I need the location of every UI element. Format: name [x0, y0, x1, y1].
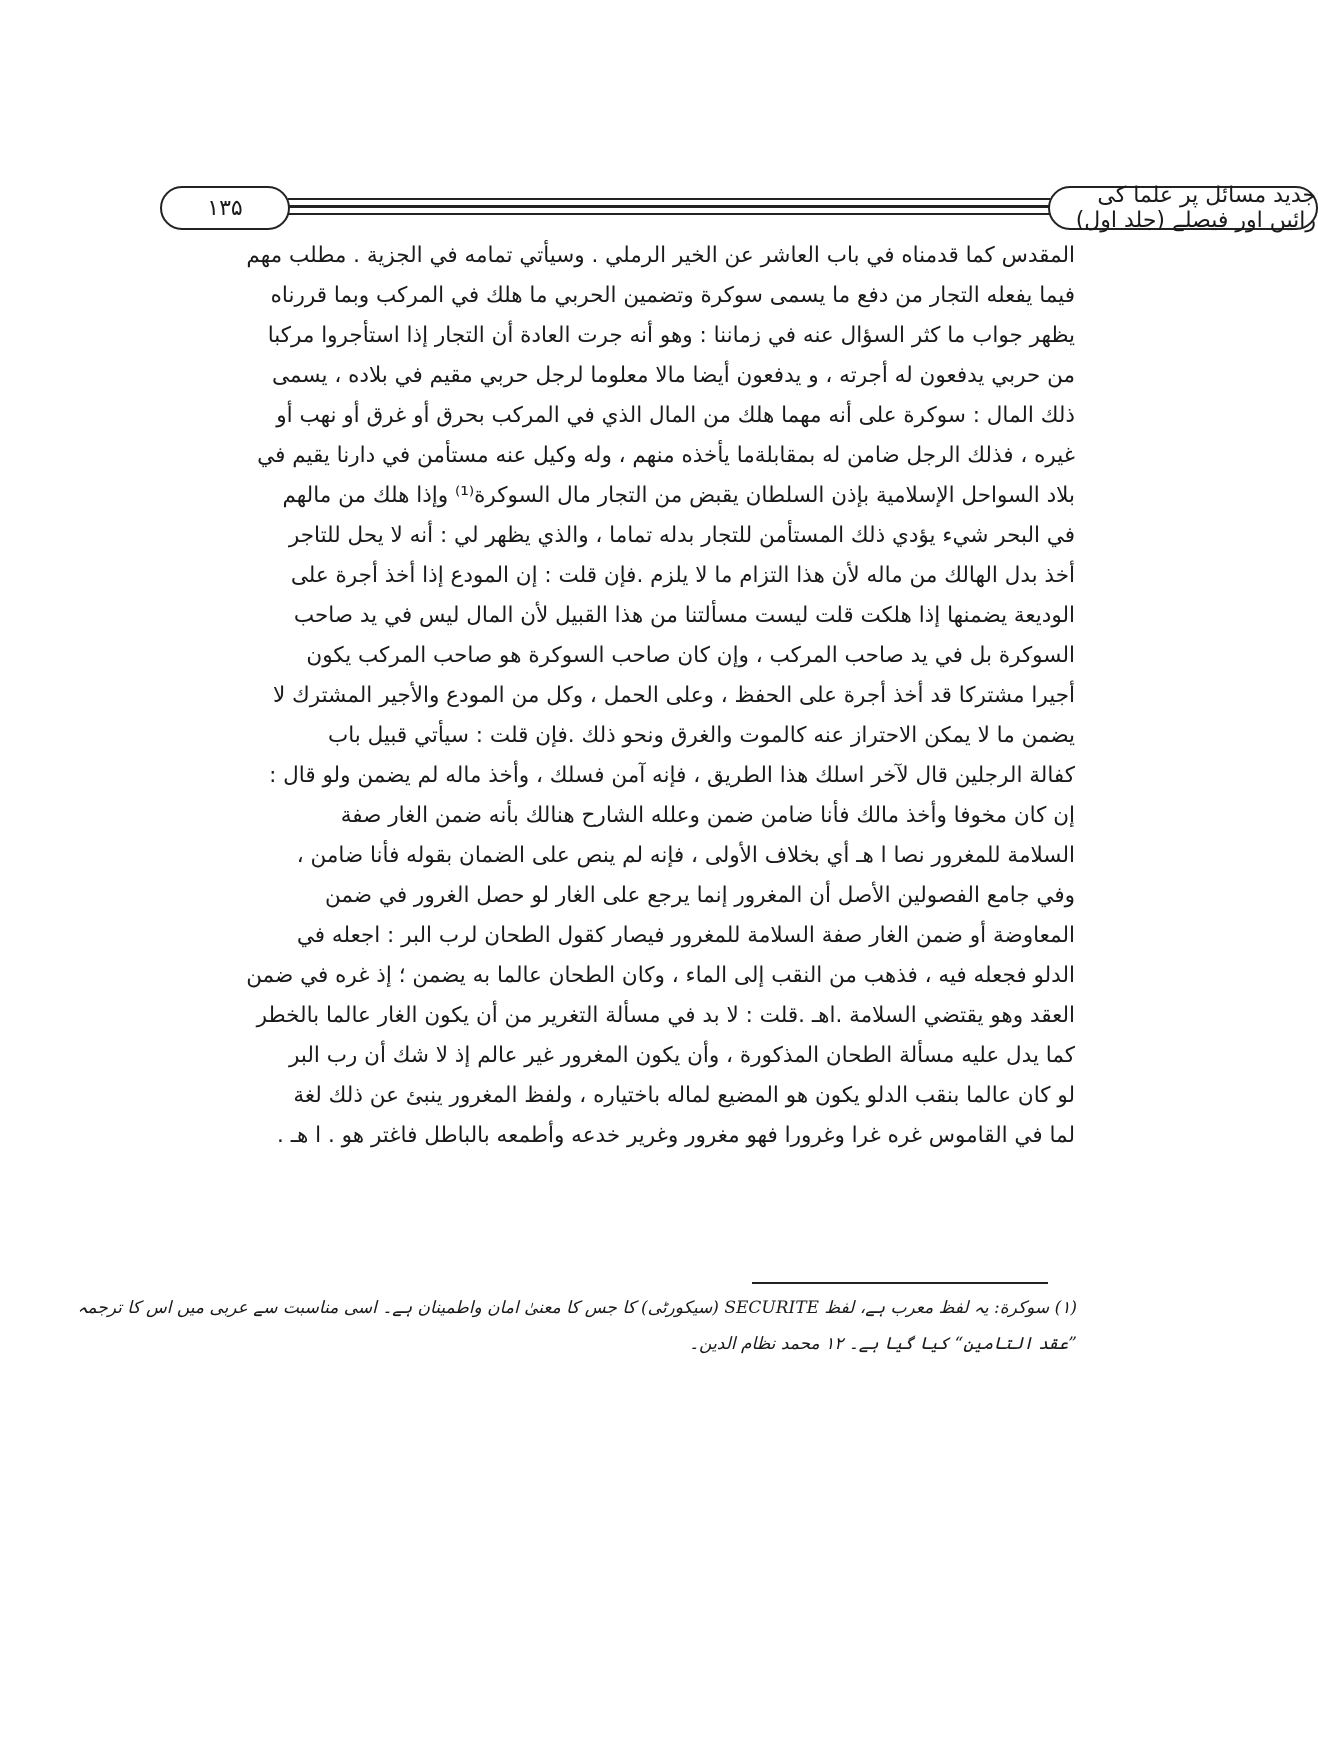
body-line: ذلك المال : سوكرة على أنه مهما هلك من المال الذي في المركب بحرق أو غرق أو نهب أو	[276, 403, 1075, 428]
header-rule	[288, 198, 1050, 200]
footnote-line: ”عقد التامین“ کیا گیا ہے۔ ۱۲ محمد نظام الدین۔	[689, 1334, 1077, 1354]
body-line: العقد وهو يقتضي السلامة .اهـ .قلت : لا بد في مسألة التغرير من أن يكون الغار عالما بالخطر	[256, 1003, 1075, 1028]
body-line: أجيرا مشتركا قد أخذ أجرة على الحفظ ، وعلى الحمل ، وكل من المودع والأجير المشترك لا	[272, 683, 1075, 708]
body-line: يظهر جواب ما كثر السؤال عنه في زماننا : وهو أنه جرت العادة أن التجار إذا استأجروا مركبا	[267, 323, 1075, 348]
body-line: السوكرة بل في يد صاحب المركب ، وإن كان صاحب السوكرة هو صاحب المركب يكون	[306, 643, 1075, 668]
body-line: بلاد السواحل الإسلامية بإذن السلطان يقبض من التجار مال السوكرة⁽¹⁾ وإذا هلك من مالهم	[282, 483, 1075, 508]
body-line: كما يدل عليه مسألة الطحان المذكورة ، وأن يكون المغرور غير عالم إذ لا شك أن رب البر	[288, 1043, 1075, 1068]
arabic-body-text	[165, 236, 1075, 1156]
body-line: الدلو فجعله فيه ، فذهب من النقب إلى الماء ، وكان الطحان عالما به يضمن ؛ إذ غره في ضمن	[246, 963, 1075, 988]
header-rule	[288, 205, 1050, 208]
body-line: وفي جامع الفصولين الأصل أن المغرور إنما يرجع على الغار لو حصل الغرور في ضمن	[325, 883, 1075, 908]
footnotes	[77, 1290, 1077, 1362]
body-line: من حربي يدفعون له أجرته ، و يدفعون أيضا مالا معلوما لرجل حربي مقيم في بلاده ، يسمى	[272, 363, 1075, 388]
body-line: كفالة الرجلين قال لآخر اسلك هذا الطريق ، فإنه آمن فسلك ، وأخذ ماله لم يضمن ولو قال :	[269, 763, 1075, 788]
footnote-line: (۱) سوکرة: یہ لفظ معرب ہے، لفظ SECURITE (سیکورٹی) کا جس کا معنیٰ امان واطمینان ہے۔ اسی مناسبت سے عربی میں اس کا ترجمہ	[77, 1298, 1077, 1318]
body-line: لما في القاموس غره غرا وغرورا فهو مغرور وغرير خدعه وأطمعه بالباطل فاغتر هو . ا هـ .	[277, 1123, 1075, 1148]
body-line: المقدس كما قدمناه في باب العاشر عن الخير الرملي . وسيأتي تمامه في الجزية . مطلب مهم	[246, 243, 1075, 268]
body-line: أخذ بدل الهالك من ماله لأن هذا التزام ما لا يلزم .فإن قلت : إن المودع إذا أخذ أجرة على	[290, 563, 1075, 588]
page-header	[160, 183, 1318, 233]
body-line: غيره ، فذلك الرجل ضامن له بمقابلةما يأخذه منهم ، وله وكيل عنه مستأمن في دارنا يقيم في	[257, 443, 1075, 468]
body-line: السلامة للمغرور نصا ا هـ أي بخلاف الأولى ، فإنه لم ينص على الضمان بقوله فأنا ضامن ،	[296, 843, 1075, 868]
body-line: لو كان عالما بنقب الدلو يكون هو المضيع لماله باختياره ، ولفظ المغرور ينبئ عن ذلك لغة	[293, 1083, 1075, 1108]
book-title: جدید مسائل پر علما کی رائیں اور فیصلے (جلد اول)	[1048, 186, 1318, 230]
body-line: إن كان مخوفا وأخذ مالك فأنا ضامن ضمن وعلله الشارح هنالك بأنه ضمن الغار صفة	[340, 803, 1075, 828]
footnote-separator	[752, 1282, 1048, 1284]
body-line: يضمن ما لا يمكن الاحتراز عنه كالموت والغرق ونحو ذلك .فإن قلت : سيأتي قبيل باب	[328, 723, 1075, 748]
page-number: ۱۳۵	[160, 186, 290, 230]
body-line: المعاوضة أو ضمن الغار صفة السلامة للمغرور فيصار كقول الطحان لرب البر : اجعله في	[296, 923, 1075, 948]
body-line: في البحر شيء يؤدي ذلك المستأمن للتجار بدله تماما ، والذي يظهر لي : أنه لا يحل للتاجر	[288, 523, 1075, 548]
header-rule	[288, 213, 1050, 215]
body-line: الوديعة يضمنها إذا هلكت قلت ليست مسألتنا من هذا القبيل لأن المال ليس في يد صاحب	[293, 603, 1075, 628]
body-line: فيما يفعله التجار من دفع ما يسمى سوكرة وتضمين الحربي ما هلك في المركب وبما قررناه	[270, 283, 1075, 308]
